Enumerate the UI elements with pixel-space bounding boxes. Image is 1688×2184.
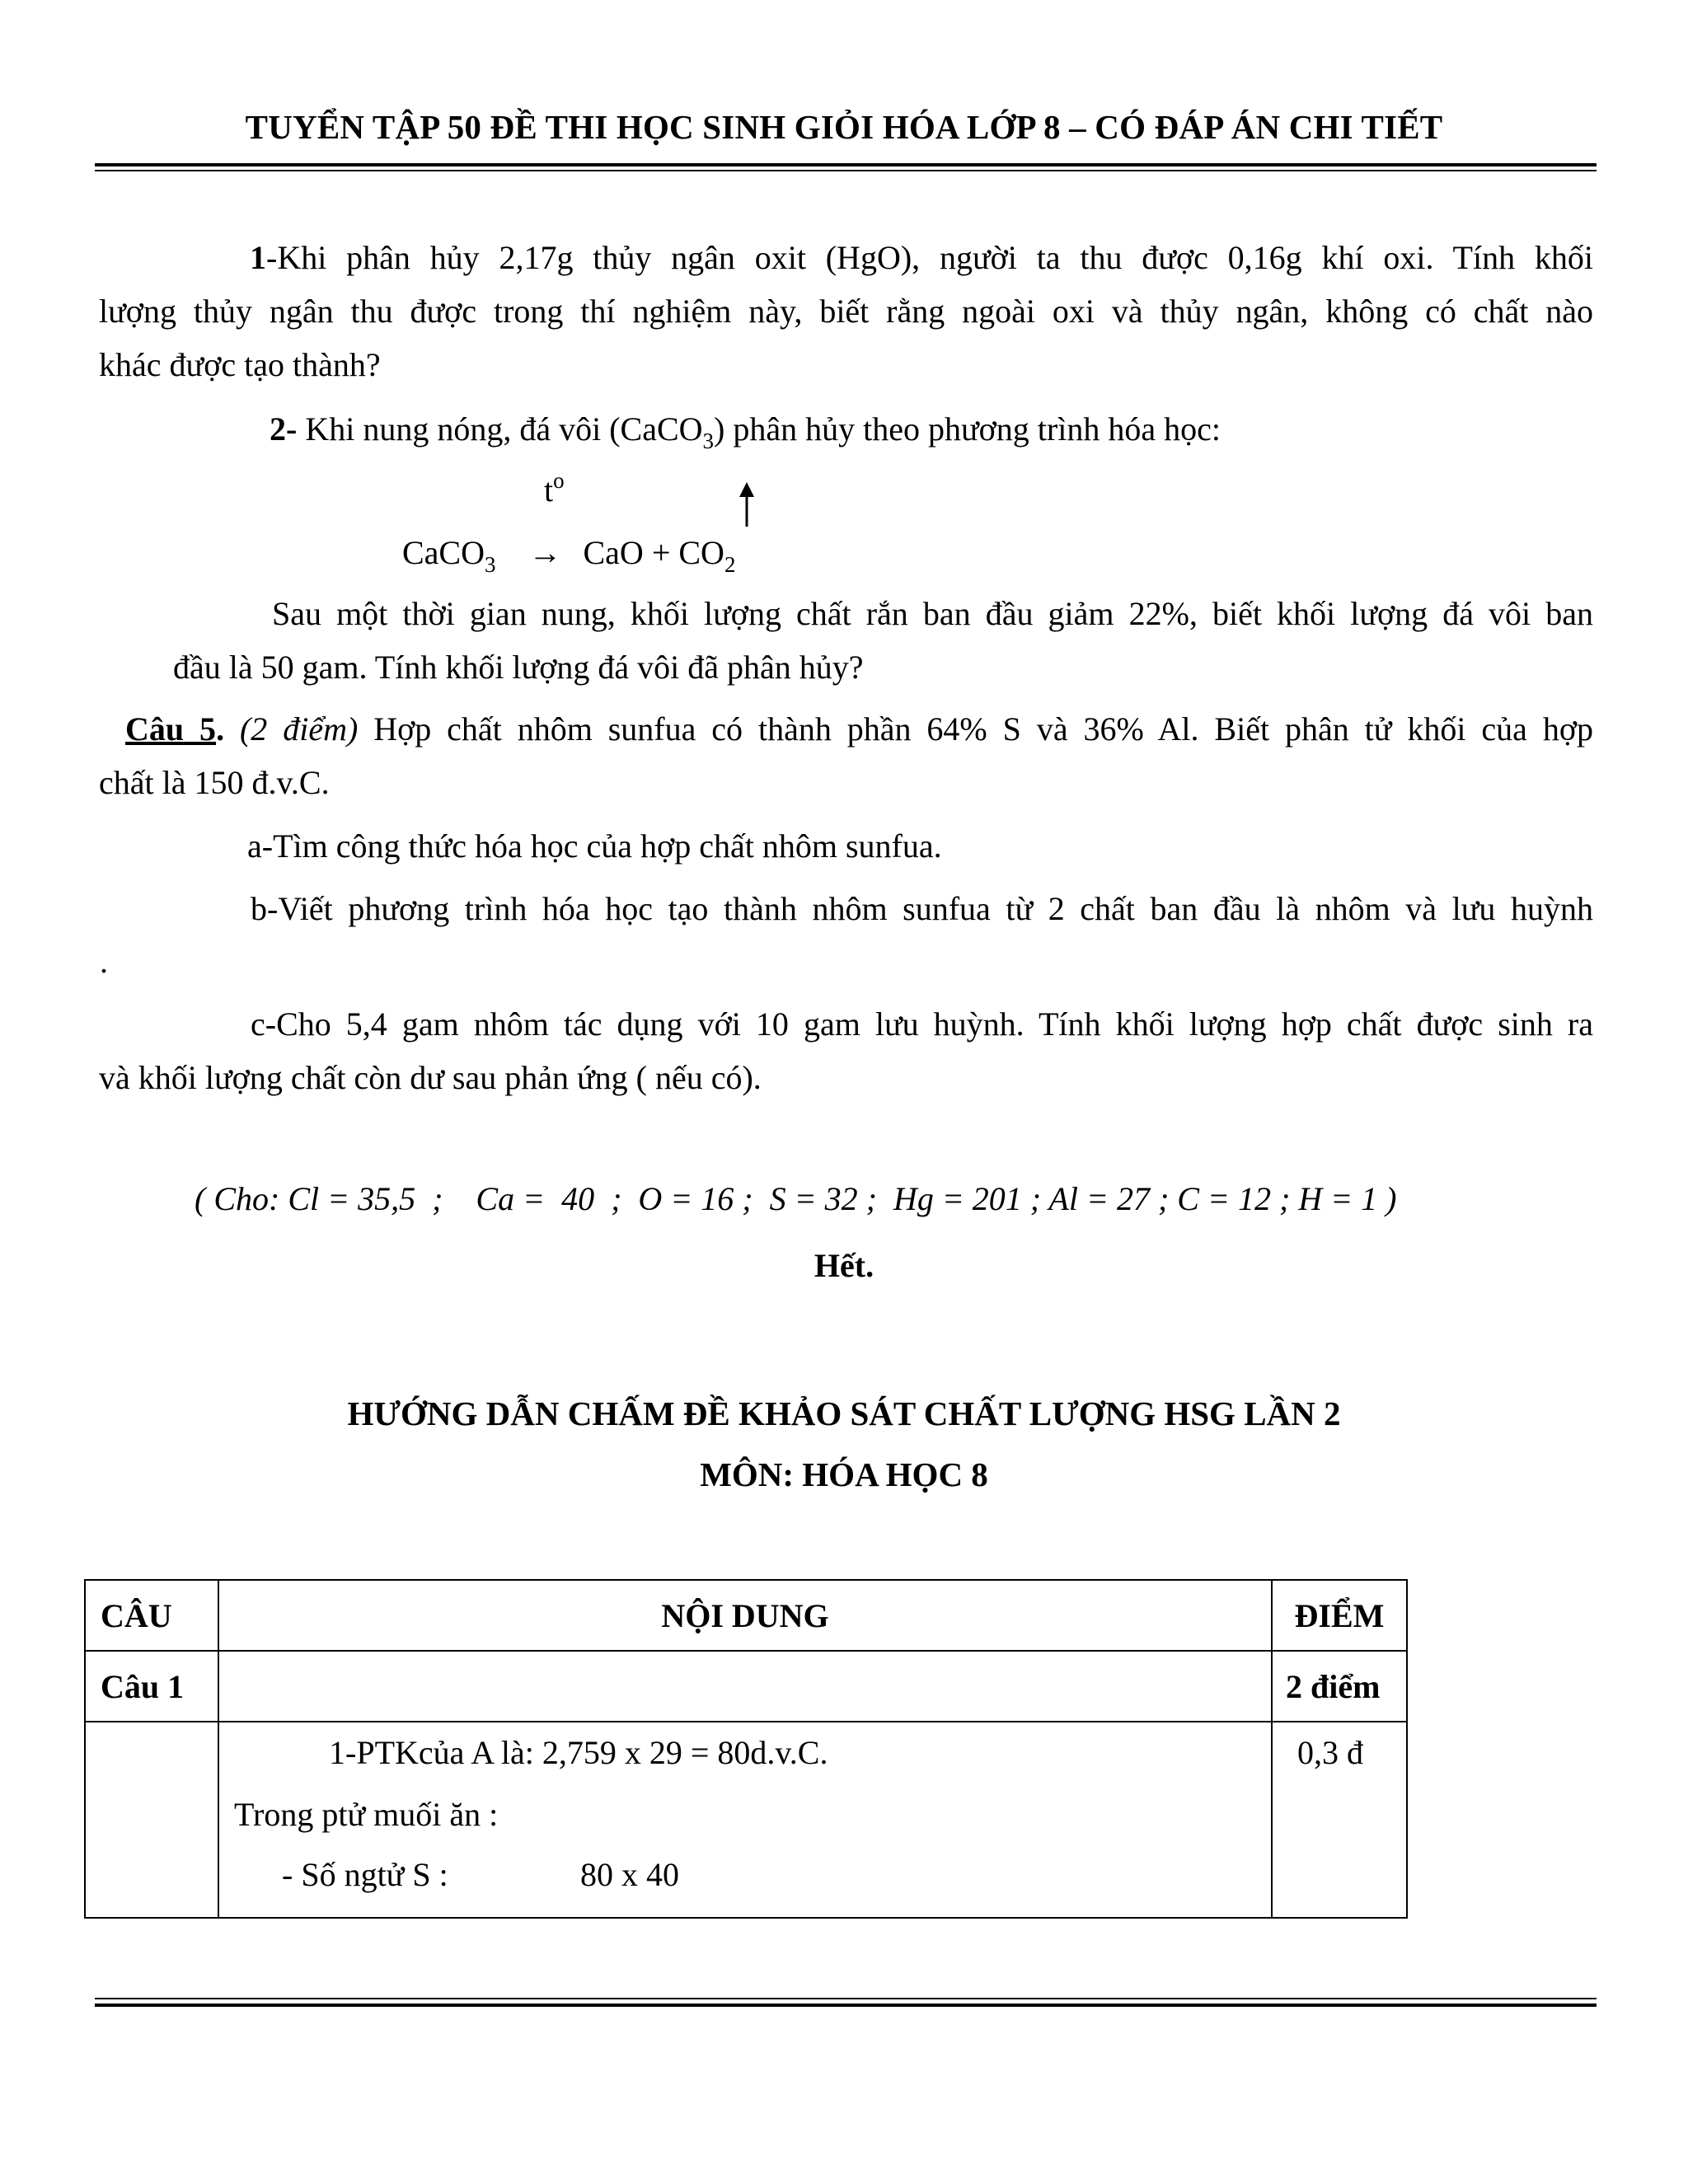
footer-rule-thin [95,1998,1597,1999]
problem-1-line-3: khác được tạo thành? [99,346,381,383]
guide-subject: MÔN: HÓA HỌC 8 [700,1455,988,1493]
header-cell-diem: ĐIỂM [1272,1580,1407,1651]
problem-2-intro: 2- Khi nung nóng, đá vôi (CaCO$_3$) phân hủy theo phương trình hóa học: [270,410,1221,453]
answer-line-1: 1-PTKcủa A là: 2,759 x 29 = 80d.v.C. [329,1734,828,1771]
question-5-part-a: a-Tìm công thức hóa học của hợp chất nhôm sunfua. [247,827,942,865]
page-header-title: TUYỂN TẬP 50 ĐỀ THI HỌC SINH GIỎI HÓA LỚP 8 – CÓ ĐÁP ÁN CHI TIẾT [245,108,1443,146]
question-5-part-c-line-2: và khối lượng chất còn dư sau phản ứng ( nếu có). [99,1059,762,1096]
question-5-points: (2 điểm) [239,710,359,748]
table-row [85,1722,1407,1918]
problem-1-line-2: lượng thủy ngân thu được trong thí nghiệm này, biết rằng ngoài oxi và thủy ngân, không có chất nào [99,293,1593,330]
atomic-mass-constants: ( Cho: Cl = 35,5 ; Ca = 40 ; O = 16 ; S = 32 ; Hg = 201 ; Al = 27 ; C = 12 ; H = 1 ) [195,1180,1397,1217]
problem-2-line-2: đầu là 50 gam. Tính khối lượng đá vôi đã phân hủy? [173,649,864,686]
header-cell-noi-dung: NỘI DUNG [218,1580,1272,1651]
problem-2-line-1: Sau một thời gian nung, khối lượng chất rắn ban đầu giảm 22%, biết khối lượng đá vôi ban [272,595,1593,632]
cell-diem: 2 điểm [1272,1651,1407,1722]
header-rule-thin [95,170,1597,171]
question-5-line-1: Câu 5. (2 điểm) Hợp chất nhôm sunfua có thành phần 64% S và 36% Al. Biết phân tử khối của hợp [125,710,1593,748]
header-cell-cau: CÂU [85,1580,218,1651]
end-text: Hết. [814,1247,874,1284]
footer-rule-thick [95,2004,1597,2007]
guide-title: HƯỚNG DẪN CHẤM ĐỀ KHẢO SÁT CHẤT LƯỢNG HSG LẦN 2 [347,1394,1341,1432]
grading-table [84,1579,1408,1919]
cell-cau [85,1722,218,1918]
cell-diem: 0,3 đ [1272,1722,1407,1918]
answer-line-3-label: - Số ngtử S : [282,1856,448,1893]
question-5-label: Câu 5 [125,710,217,748]
header-rule-thick [95,163,1597,166]
cell-cau: Câu 1 [85,1651,218,1722]
answer-line-2: Trong ptử muối ăn : [234,1796,499,1833]
question-5-part-b-dot: . [100,943,108,980]
table-header-row [85,1580,1407,1651]
problem-1-number: 1 [250,239,266,276]
reaction-arrow-icon: → [528,534,562,571]
cell-noi-dung [218,1651,1272,1722]
cell-noi-dung [218,1722,1272,1918]
question-5-part-c-line-1: c-Cho 5,4 gam nhôm tác dụng với 10 gam lưu huỳnh. Tính khối lượng hợp chất được sinh ra [251,1005,1593,1043]
problem-1-line-1: 1-Khi phân hủy 2,17g thủy ngân oxit (HgO), người ta thu được 0,16g khí oxi. Tính khối [250,239,1593,276]
problem-2-number: 2- [270,410,298,448]
chemical-equation: CaCO$_3$ → CaO + $CO_2$ [402,534,736,577]
question-5-part-b: b-Viết phương trình hóa học tạo thành nhôm sunfua từ 2 chất ban đầu là nhôm và lưu huỳnh [251,890,1593,927]
answer-line-3-value: 80 x 40 [580,1856,679,1893]
reaction-temperature-label: $t^o$ [544,468,565,509]
gas-up-arrow-icon [735,480,758,528]
question-5-line-2: chất là 150 đ.v.C. [99,764,330,801]
table-row [85,1651,1407,1722]
